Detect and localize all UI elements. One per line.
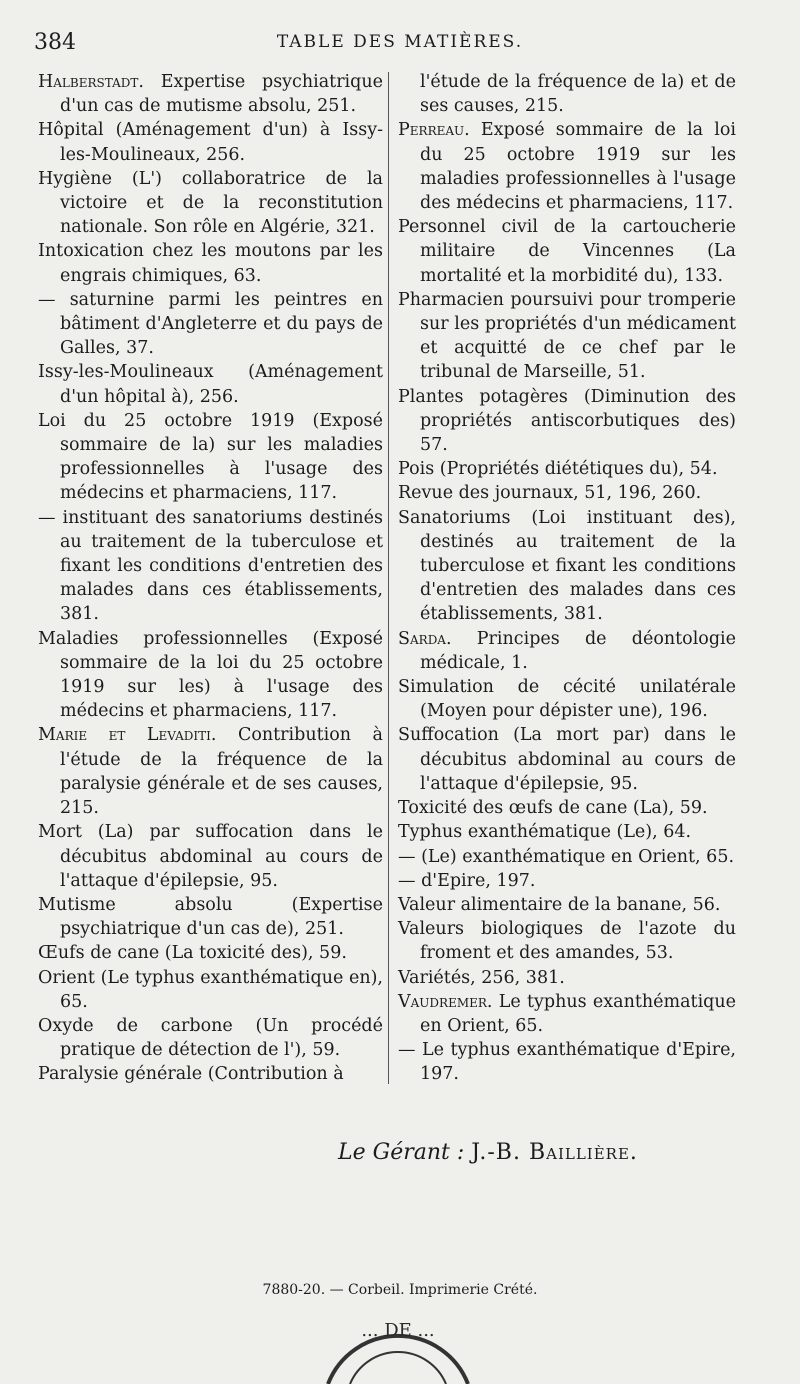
index-entry — [38, 288, 383, 361]
entry-text: Toxicité des œufs de cane (La), 59. — [398, 798, 708, 819]
gerant-label: Le Gérant : — [338, 1140, 465, 1165]
stamp-text: ... DE ... — [361, 1320, 435, 1341]
entry-text: — (Le) exanthématique en Orient, 65. — [398, 846, 735, 867]
index-entry — [38, 941, 383, 965]
entry-text: Valeur alimentaire de la banane, 56. — [398, 894, 721, 915]
entry-text: Oxyde de carbone (Un procédé pratique de détection de l'), 59. — [38, 1015, 383, 1061]
index-entry — [38, 893, 383, 941]
entry-text: Pois (Propriétés diététiques du), 54. — [398, 459, 718, 480]
entry-text: Le typhus exanthématique en Orient, 65. — [420, 991, 736, 1036]
index-column-right — [398, 70, 736, 1087]
index-entry — [398, 215, 736, 288]
entry-text: Paralysie générale (Contribution à — [38, 1064, 344, 1085]
index-entry — [38, 1014, 383, 1062]
index-entry — [38, 409, 383, 506]
index-entry — [398, 288, 736, 385]
entry-text: — d'Epire, 197. — [398, 870, 536, 891]
index-entry — [38, 118, 383, 166]
index-entry — [398, 966, 736, 990]
index-entry — [38, 506, 383, 627]
entry-text: Intoxication chez les moutons par les engrais chimiques, 63. — [38, 241, 383, 286]
index-entry — [38, 360, 383, 408]
index-column-left — [38, 70, 383, 1087]
entry-text: Valeurs biologiques de l'azote du froment et des amandes, 53. — [398, 919, 736, 964]
entry-text: Expertise psychiatrique d'un cas de mutisme absolu, 251. — [60, 72, 383, 117]
entry-text: Simulation de cécité unilatérale (Moyen pour dépister une), 196. — [398, 677, 736, 722]
entry-text: — saturnine parmi les peintres en bâtiment d'Angleterre et du pays de Galles, 37. — [38, 289, 383, 359]
entry-text: Loi du 25 octobre 1919 (Exposé sommaire de la) sur les maladies professionnelles à l'usage des médecins et pharmaciens, 117. — [38, 410, 383, 504]
entry-text: Sanatoriums (Loi instituant des), destinés au traitement de la tuberculose et fixant les conditions d'entretien des malades dans ces établissements, 381. — [398, 507, 736, 625]
index-entry — [398, 118, 736, 215]
index-entry — [38, 966, 383, 1014]
author-name: Perreau. — [398, 120, 470, 141]
running-title: TABLE DES MATIÈRES. — [276, 32, 524, 52]
index-entry — [398, 820, 736, 844]
entry-text: Orient (Le typhus exanthématique en), 65. — [38, 967, 383, 1012]
entry-text: Hôpital (Aménagement d'un) à Issy-les-Moulineaux, 256. — [38, 120, 383, 165]
entry-text: Revue des journaux, 51, 196, 260. — [398, 483, 702, 504]
index-entry — [398, 1038, 736, 1086]
index-entry — [398, 70, 736, 118]
entry-text: Mort (La) par suffocation dans le décubitus abdominal au cours de l'attaque d'épilepsie, 95. — [38, 822, 383, 891]
index-entry — [398, 385, 736, 458]
printer-imprint: 7880-20. — Corbeil. Imprimerie Crété. — [262, 1282, 538, 1298]
index-entry — [38, 820, 383, 893]
index-entry — [38, 70, 383, 118]
entry-text: Maladies professionnelles (Exposé sommaire de la loi du 25 octobre 1919 sur les) à l'usage des médecins et pharmaciens, 117. — [38, 628, 383, 722]
index-entry — [38, 627, 383, 724]
entry-text: l'étude de la fréquence de la) et de ses causes, 215. — [420, 72, 736, 117]
entry-text: Suffocation (La mort par) dans le décubitus abdominal au cours de l'attaque d'épilepsie, 95. — [398, 725, 736, 794]
index-entry — [398, 723, 736, 796]
index-entry — [38, 723, 383, 820]
index-entry — [398, 457, 736, 481]
library-stamp — [308, 1298, 488, 1384]
column-divider — [388, 72, 389, 1084]
gerant-signature — [338, 1140, 638, 1165]
author-name: Sarda. — [398, 628, 452, 649]
index-entry — [398, 506, 736, 627]
author-name: Halberstadt. — [38, 72, 144, 92]
entry-text: Œufs de cane (La toxicité des), 59. — [38, 943, 347, 964]
entry-text: Hygiène (L') collaboratrice de la victoire et de la reconstitution nationale. Son rôle en Algérie, 321. — [38, 168, 383, 238]
index-entry — [38, 167, 383, 240]
entry-text: Plantes potagères (Diminution des propriétés antiscorbutiques des) 57. — [398, 386, 736, 456]
entry-text: Contribution à l'étude de la fréquence de la paralysie générale et de ses causes, 215. — [60, 725, 383, 819]
entry-text: Pharmacien poursuivi pour tromperie sur les propriétés d'un médicament et acquitté de ce chef par le tribunal de Marseille, 51. — [398, 289, 736, 383]
index-entry — [398, 627, 736, 675]
entry-text: — instituant des sanatoriums destinés au traitement de la tuberculose et fixant les conditions d'entretien des malades dans ces établissements, 381. — [38, 507, 383, 625]
author-name: Vaudremer. — [398, 991, 493, 1012]
running-head — [34, 30, 766, 60]
entry-text: Exposé sommaire de la loi du 25 octobre 1919 sur les maladies professionnelles à l'usage des médecins et pharmaciens, 117. — [420, 120, 736, 214]
gerant-name: J.-B. Baillière. — [471, 1140, 638, 1165]
index-entry — [398, 869, 736, 893]
author-name: Marie et Levaditi. — [38, 725, 217, 746]
index-entry — [398, 796, 736, 820]
index-entry — [398, 990, 736, 1038]
entry-text: Mutisme absolu (Expertise psychiatrique d'un cas de), 251. — [38, 894, 383, 940]
index-entry — [398, 917, 736, 965]
entry-text: Personnel civil de la cartoucherie militaire de Vincennes (La mortalité et la morbidité du), 133. — [398, 217, 736, 286]
entry-text: Issy-les-Moulineaux (Aménagement d'un hôpital à), 256. — [38, 362, 383, 407]
page-number: 384 — [34, 30, 76, 55]
entry-text: Variétés, 256, 381. — [398, 967, 565, 988]
entry-text: — Le typhus exanthématique d'Epire, 197. — [398, 1040, 736, 1085]
entry-text: Principes de déontologie médicale, 1. — [420, 628, 736, 673]
index-entry — [398, 845, 736, 869]
entry-text: Typhus exanthématique (Le), 64. — [398, 822, 692, 843]
index-entry — [398, 481, 736, 505]
index-entry — [38, 1062, 383, 1086]
index-entry — [38, 239, 383, 287]
index-entry — [398, 675, 736, 723]
index-entry — [398, 893, 736, 917]
